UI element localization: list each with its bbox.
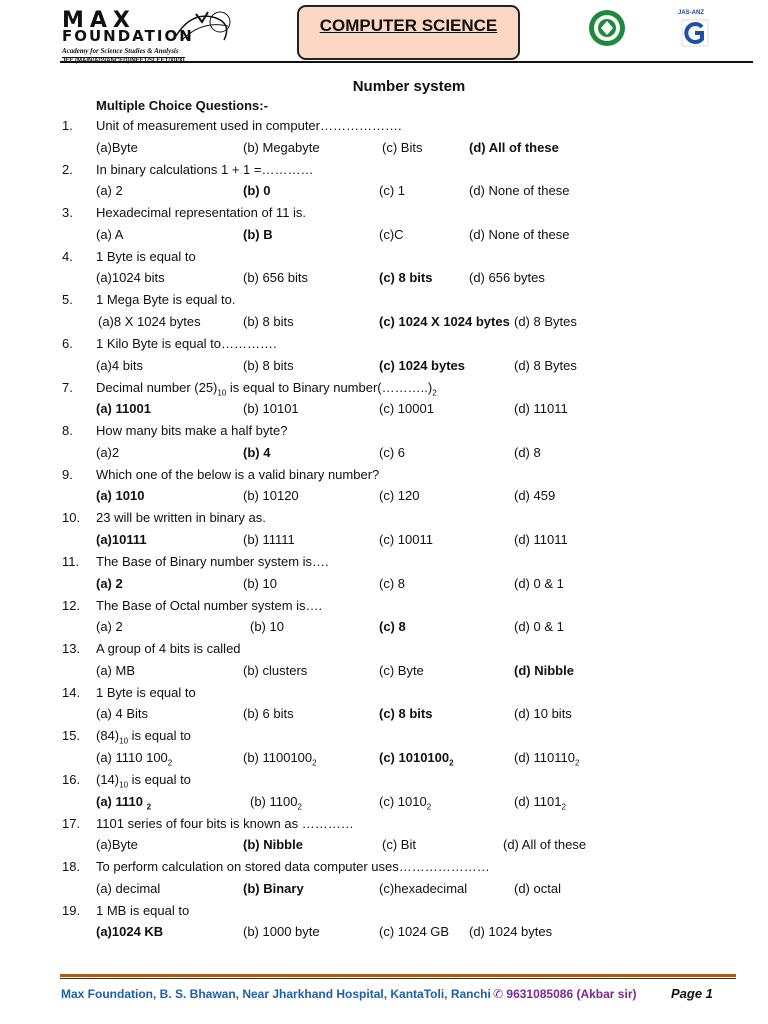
option: (b) 10	[243, 575, 277, 591]
option: (b) 8 bits	[243, 313, 294, 329]
option: (d) 459	[514, 488, 556, 504]
page-number: Page 1	[671, 986, 713, 1001]
option: (b) 11111	[243, 531, 295, 547]
question-number: 8.	[62, 423, 73, 439]
option: (b) clusters	[243, 662, 308, 678]
correct-option: (a)10111	[96, 531, 147, 547]
correct-option: (c) 1024 X 1024 bytes	[379, 313, 510, 329]
option: (c) 120	[379, 488, 420, 504]
option: (d) octal	[514, 880, 561, 896]
question-number: 7.	[62, 379, 73, 395]
option: (a) 2	[96, 619, 123, 635]
question-number: 15.	[62, 728, 81, 744]
header-divider	[60, 61, 753, 63]
question-number: 3.	[62, 205, 73, 221]
correct-option: (a) 1110 $_2$	[96, 793, 152, 812]
question-number: 19.	[62, 902, 81, 918]
option: (b) 656 bits	[243, 270, 309, 286]
question-text: 1 Byte is equal to	[96, 248, 196, 264]
correct-option: (a)1024 KB	[96, 924, 164, 940]
option: (c) 8	[379, 575, 405, 591]
option: (d) 8 Bytes	[514, 357, 577, 373]
question-text: 1 Byte is equal to	[96, 684, 196, 700]
option: (d) 8 Bytes	[514, 313, 577, 329]
option: (a) 4 Bits	[96, 706, 149, 722]
option: (d) 11011	[514, 531, 568, 547]
option: (b) 10	[250, 619, 284, 635]
question-number: 18.	[62, 859, 81, 875]
question-text: 1 Kilo Byte is equal to………….	[96, 336, 277, 351]
option: (c)hexadecimal	[379, 880, 468, 896]
question-number: 6.	[62, 336, 73, 351]
option: (c) Bits	[382, 139, 423, 155]
correct-option: (c) 8	[379, 619, 406, 635]
option: (c)C	[379, 226, 404, 242]
option: (a) 1110 $100_2$	[96, 749, 173, 768]
option: (c) 6	[379, 444, 405, 460]
correct-option: (b) B	[243, 226, 273, 242]
logo-brand-line2: FOUNDATION	[62, 27, 194, 45]
question-number: 17.	[62, 815, 81, 831]
question-number: 4.	[62, 248, 73, 264]
option: (d) 10 bits	[514, 706, 572, 722]
max-foundation-logo	[60, 6, 250, 62]
option: (c) 1	[379, 183, 405, 199]
question-text: $(84)_{10}$ is equal to	[96, 728, 191, 746]
question-number: 11.	[62, 554, 80, 569]
option: (c) $1010_2$	[379, 793, 432, 812]
option: (a) A	[96, 226, 124, 242]
question-text: In binary calculations 1 + 1 =…………	[96, 161, 314, 177]
correct-option: (a) 2	[96, 575, 123, 591]
correct-option: (c) 1024 bytes	[379, 357, 465, 373]
option: (b) Megabyte	[243, 139, 320, 155]
certification-badge	[678, 10, 718, 50]
question-text: Which one of the below is a valid binary number?	[96, 466, 380, 482]
seal-emblem-icon	[588, 9, 626, 47]
option: (b) 10120	[243, 488, 299, 504]
option: (a)2	[96, 444, 120, 460]
option: (a)4 bits	[96, 357, 143, 373]
option: (a) decimal	[96, 880, 161, 896]
question-text: 1 MB is equal to	[96, 902, 190, 918]
correct-option: (c) 8 bits	[379, 270, 433, 286]
question-number: 10.	[62, 510, 81, 526]
logo-swirl-icon	[172, 6, 242, 48]
question-text: A group of 4 bits is called	[96, 641, 241, 657]
question-number: 9.	[62, 466, 73, 482]
correct-option: (b) 0	[243, 183, 271, 199]
option: (d) 0 & 1	[514, 575, 564, 591]
correct-option: (c) 8 bits	[379, 706, 433, 722]
option: (c) 10001	[379, 401, 434, 417]
correct-option: (d) All of these	[469, 139, 559, 155]
option: (b) 10101	[243, 401, 299, 417]
subject-banner	[297, 5, 520, 60]
question-text: 1101 series of four bits is known as …………	[96, 815, 354, 831]
option: (b) 1000 byte	[243, 924, 320, 940]
option: (a)Byte	[96, 837, 138, 853]
question-text: Hexadecimal representation of 11 is.	[96, 205, 307, 221]
footer-divider-thin	[60, 978, 736, 979]
option: (a)1024 bits	[96, 270, 165, 286]
question-text: 1 Mega Byte is equal to.	[96, 292, 236, 308]
option: (a)Byte	[96, 139, 138, 155]
footer-divider	[60, 974, 736, 977]
cert-label: JAS-ANZ	[678, 10, 705, 16]
option: (b) 6 bits	[243, 706, 294, 722]
option: (c) 10011	[379, 531, 433, 547]
footer-phone: ✆ 9631085086 (Akbar sir)	[493, 987, 637, 1001]
correct-option: (b) Binary	[243, 880, 304, 896]
question-number: 2.	[62, 161, 73, 177]
correct-option: (d) Nibble	[514, 662, 574, 678]
option: (d) $1101_2$	[514, 793, 566, 812]
correct-option: (a) 1010	[96, 488, 145, 504]
logo-brand-line1: MAX	[62, 8, 136, 33]
option: (b) $1100100_2$	[243, 749, 317, 768]
question-number: 16.	[62, 772, 81, 787]
cert-g-icon	[678, 18, 718, 52]
option: (a) MB	[96, 662, 135, 678]
option: (c) Byte	[379, 662, 424, 678]
option: (d) All of these	[503, 837, 587, 853]
question-text: Unit of measurement used in computer……………….	[96, 118, 402, 133]
footer-address: Max Foundation, B. S. Bhawan, Near Jharkhand Hospital, KantaToli, Ranchi	[61, 987, 491, 1001]
option: (d) $110110_2$	[514, 749, 580, 768]
option: (b) $1100_2$	[250, 793, 302, 812]
question-text: To perform calculation on stored data computer uses…………………	[96, 859, 490, 875]
question-number: 14.	[62, 684, 81, 700]
correct-option: (b) 4	[243, 444, 271, 460]
option: (d) 656 bytes	[469, 270, 545, 286]
question-text: The Base of Binary number system is….	[96, 554, 329, 569]
option: (d) None of these	[469, 183, 570, 199]
question-text: $(14)_{10}$ is equal to	[96, 772, 191, 790]
option: (a) 2	[96, 183, 123, 199]
question-number: 12.	[62, 597, 81, 613]
question-number: 1.	[62, 118, 73, 133]
subject-title: COMPUTER SCIENCE	[319, 16, 498, 35]
option: (d) 8	[514, 444, 541, 460]
option: (c) 1024 GB	[379, 924, 450, 940]
option: (c) Bit	[382, 837, 416, 853]
option: (d) 0 & 1	[514, 619, 564, 635]
question-text: The Base of Octal number system is….	[96, 597, 323, 613]
question-number: 13.	[62, 641, 81, 657]
question-text: 23 will be written in binary as.	[96, 510, 266, 526]
page-title: Number system	[352, 78, 466, 95]
question-text: How many bits make a half byte?	[96, 423, 288, 439]
logo-tagline: Academy for Science Studies & Analysis	[62, 47, 179, 55]
correct-option: (b) Nibble	[243, 837, 303, 853]
option: (a)8 X 1024 bytes	[98, 313, 201, 329]
option: (d) None of these	[469, 226, 570, 242]
option: (b) 8 bits	[243, 357, 294, 373]
correct-option: (a) 11001	[96, 401, 151, 417]
option: (d) 1024 bytes	[469, 924, 553, 940]
question-text: Decimal number $(25)_{10}$ is equal to Binary $number(\dots\dots\dots..)_2$	[96, 379, 437, 398]
question-number: 5.	[62, 292, 73, 308]
correct-option: (c) $1010100_2$	[379, 749, 454, 768]
option: (d) 11011	[514, 401, 568, 417]
section-heading: Multiple Choice Questions:-	[96, 98, 268, 113]
